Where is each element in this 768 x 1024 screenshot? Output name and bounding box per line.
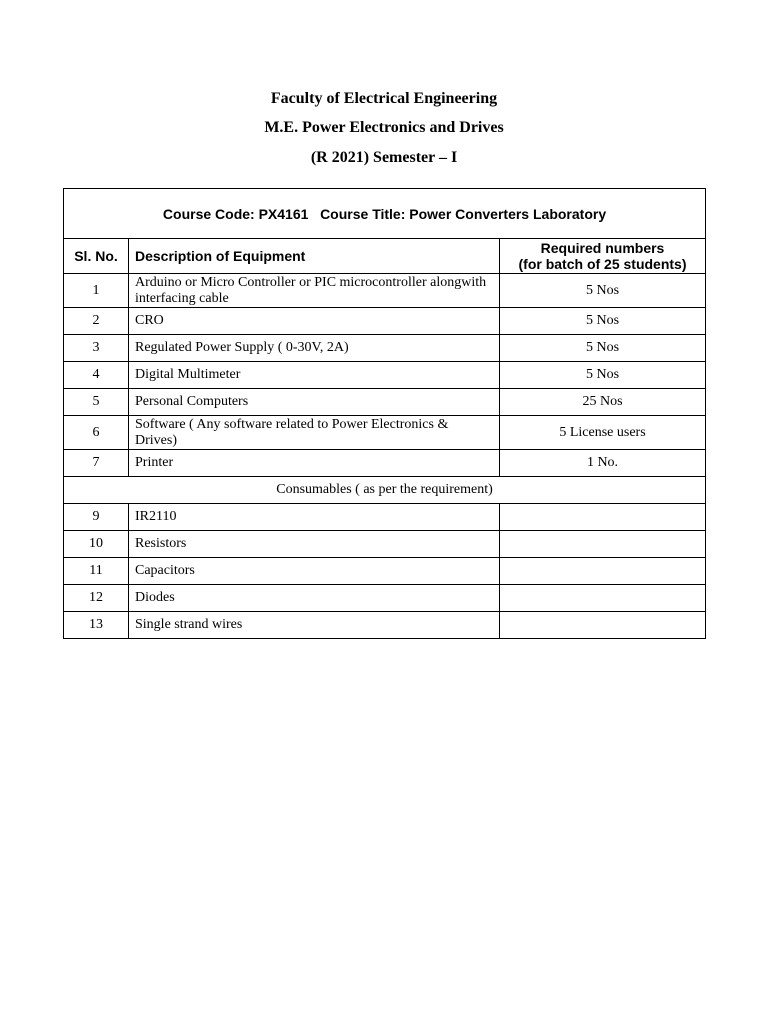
cell-sl: 4 <box>64 362 129 389</box>
cell-required: 5 Nos <box>500 335 706 362</box>
table-row <box>64 362 706 389</box>
cell-description: Regulated Power Supply ( 0-30V, 2A) <box>129 335 500 362</box>
header-required-line1: Required numbers <box>540 240 665 256</box>
cell-required: 5 License users <box>500 416 706 450</box>
cell-sl: 6 <box>64 416 129 450</box>
table-row <box>64 531 706 558</box>
cell-sl: 9 <box>64 504 129 531</box>
cell-description: Diodes <box>129 585 500 612</box>
cell-description: Software ( Any software related to Power Electronics & Drives) <box>129 416 500 450</box>
consumables-heading-row <box>64 477 706 504</box>
table-row <box>64 504 706 531</box>
cell-required: 5 Nos <box>500 362 706 389</box>
cell-required <box>500 531 706 558</box>
table-row <box>64 612 706 639</box>
cell-description: Resistors <box>129 531 500 558</box>
program-title: M.E. Power Electronics and Drives <box>264 119 504 136</box>
cell-required <box>500 558 706 585</box>
equipment-table <box>63 188 706 639</box>
faculty-title: Faculty of Electrical Engineering <box>270 90 498 107</box>
cell-required: 5 Nos <box>500 274 706 308</box>
table-row <box>64 450 706 477</box>
cell-required <box>500 504 706 531</box>
cell-sl: 5 <box>64 389 129 416</box>
course-code-title: Course Code: PX4161 Course Title: Power Converters Laboratory <box>64 189 706 239</box>
cell-required: 5 Nos <box>500 308 706 335</box>
cell-required: 1 No. <box>500 450 706 477</box>
course-row <box>64 189 706 239</box>
cell-sl: 1 <box>64 274 129 308</box>
cell-sl: 13 <box>64 612 129 639</box>
header-description: Description of Equipment <box>129 239 500 274</box>
cell-sl: 3 <box>64 335 129 362</box>
cell-description: IR2110 <box>129 504 500 531</box>
table-row <box>64 308 706 335</box>
table-header-row <box>64 239 706 274</box>
cell-description: CRO <box>129 308 500 335</box>
cell-description: Single strand wires <box>129 612 500 639</box>
table-row <box>64 389 706 416</box>
cell-sl: 7 <box>64 450 129 477</box>
cell-required: 25 Nos <box>500 389 706 416</box>
cell-required <box>500 585 706 612</box>
cell-required <box>500 612 706 639</box>
header-required-line2: (for batch of 25 students) <box>518 256 687 272</box>
semester-title: (R 2021) Semester – I <box>310 149 458 166</box>
cell-sl: 10 <box>64 531 129 558</box>
header-required-numbers <box>500 239 706 274</box>
cell-sl: 11 <box>64 558 129 585</box>
cell-description: Personal Computers <box>129 389 500 416</box>
table-row <box>64 274 706 308</box>
header-sl-no: Sl. No. <box>64 239 129 274</box>
cell-description: Printer <box>129 450 500 477</box>
consumables-heading: Consumables ( as per the requirement) <box>64 477 706 504</box>
cell-sl: 12 <box>64 585 129 612</box>
cell-description: Arduino or Micro Controller or PIC microcontroller alongwith interfacing cable <box>129 274 500 308</box>
cell-description: Capacitors <box>129 558 500 585</box>
cell-description: Digital Multimeter <box>129 362 500 389</box>
table-row <box>64 558 706 585</box>
cell-sl: 2 <box>64 308 129 335</box>
table-row <box>64 416 706 450</box>
table-row <box>64 585 706 612</box>
table-row <box>64 335 706 362</box>
